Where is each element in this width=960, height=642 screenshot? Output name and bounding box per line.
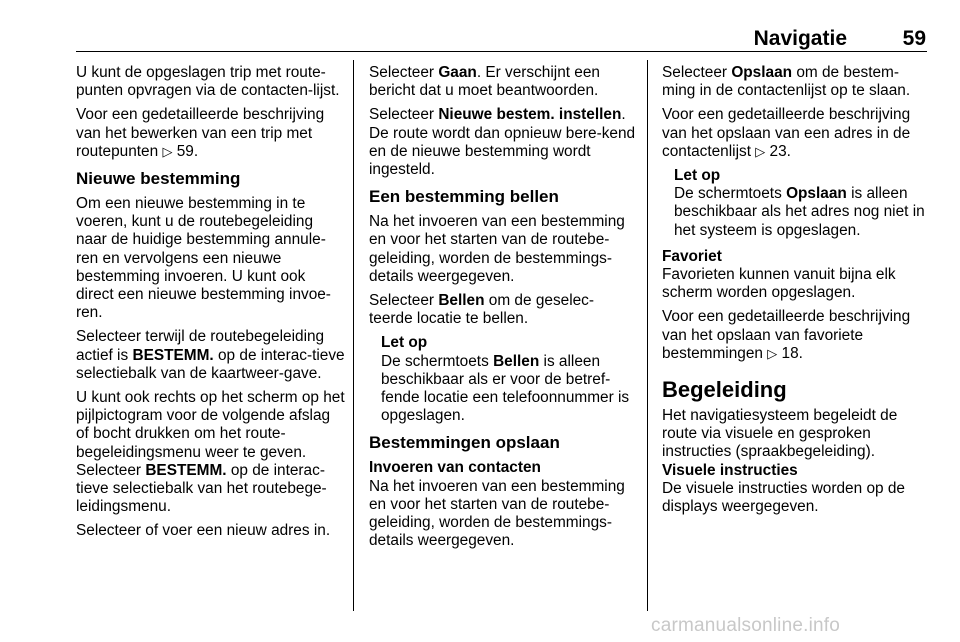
paragraph: Selecteer Opslaan om de bestem-ming in de contactenlijst op te slaan.	[662, 64, 911, 100]
paragraph: Selecteer of voer een nieuw adres in.	[76, 522, 331, 540]
paragraph: De visuele instructies worden op de displays weergegeven.	[662, 479, 905, 516]
chapter-heading: Begeleiding	[662, 377, 787, 403]
paragraph: Selecteer Gaan. Er verschijnt een bericht dat u moet beantwoorden.	[369, 64, 600, 100]
paragraph: Selecteer Nieuwe bestem. instellen. De route wordt dan opnieuw bere-kend en de nieuwe bestemming wordt ingesteld.	[369, 106, 636, 179]
subsection-heading: Visuele instructies	[662, 461, 798, 479]
note-title: Let op	[381, 334, 428, 352]
page-ref[interactable]: 18.	[781, 344, 803, 362]
section-heading: Bestemmingen opslaan	[369, 433, 560, 453]
paragraph: Voor een gedetailleerde beschrijving van het opslaan van een adres in de contactenlijst ▷ 23.	[662, 106, 911, 160]
column-3	[662, 64, 932, 522]
page-number: 59	[902, 27, 926, 50]
paragraph: Voor een gedetailleerde beschrijving van het bewerken van een trip met routepunten ▷ 59.	[76, 106, 325, 160]
page-ref-icon: ▷	[162, 143, 173, 159]
note-title: Let op	[674, 167, 721, 185]
page-ref-icon: ▷	[767, 345, 778, 361]
section-heading: Een bestemming bellen	[369, 187, 559, 207]
note-text: De schermtoets Bellen is alleen beschikbaar als er voor de betref-fende locatie een telefoonnummer is opgeslagen.	[381, 352, 630, 425]
paragraph: U kunt de opgeslagen trip met route-punten opvragen via de contacten-lijst.	[76, 64, 340, 100]
note-box	[662, 167, 932, 240]
page-ref-icon: ▷	[755, 143, 766, 159]
paragraph: Na het invoeren van een bestemming en voor het starten van de routebe-geleiding, worden de bestemmings-details weergegeven.	[369, 213, 625, 285]
paragraph: Selecteer terwijl de routebegeleiding actief is BESTEMM. op de interac-tieve selectiebalk van de kaartweer-gave.	[76, 328, 345, 382]
column-divider-2	[647, 60, 648, 611]
paragraph: U kunt ook rechts op het scherm op het pijlpictogram voor de volgende afslag of bocht drukken om het route-begeleidingsmenu weer te geven.	[76, 389, 345, 461]
page-ref[interactable]: 23.	[769, 142, 791, 160]
watermark: carmanualsonline.info	[651, 615, 841, 636]
note-text: De schermtoets Opslaan is alleen beschikbaar als het adres nog niet in het systeem is opgeslagen.	[674, 185, 925, 239]
column-1	[76, 64, 346, 547]
subsection-heading: Invoeren van contacten	[369, 459, 541, 477]
page-header	[76, 0, 927, 51]
section-heading: Nieuwe bestemming	[76, 169, 241, 189]
note-box	[369, 334, 637, 425]
page-ref[interactable]: 59.	[176, 142, 199, 160]
paragraph: Selecteer BESTEMM. op de interac-tieve selectiebalk van het routebege-leidingsmenu.	[76, 461, 327, 516]
paragraph: Na het invoeren van een bestemming en voor het starten van de routebe-geleiding, worden de bestemmings-details weergegeven.	[369, 477, 625, 550]
header-divider	[76, 51, 927, 52]
subsection-heading: Favoriet	[662, 247, 722, 265]
paragraph: Het navigatiesysteem begeleidt de route via visuele en gesproken instructies (spraakbegeleiding).	[662, 407, 898, 461]
column-2	[369, 64, 637, 556]
column-divider-1	[353, 60, 354, 611]
paragraph: Selecteer Bellen om de geselec-teerde locatie te bellen.	[369, 292, 595, 328]
paragraph: Voor een gedetailleerde beschrijving van het opslaan van favoriete bestemmingen ▷ 18.	[662, 308, 911, 362]
paragraph: Favorieten kunnen vanuit bijna elk scherm worden opgeslagen.	[662, 266, 896, 302]
paragraph: Om een nieuwe bestemming in te voeren, kunt u de routebegeleiding naar de huidige bestemming annule-ren en vervolgens een nieuwe bestemming invoeren. U kunt ook direct een nieuwe bestemming invoe-ren.	[76, 195, 331, 322]
header-title: Navigatie	[753, 27, 847, 50]
